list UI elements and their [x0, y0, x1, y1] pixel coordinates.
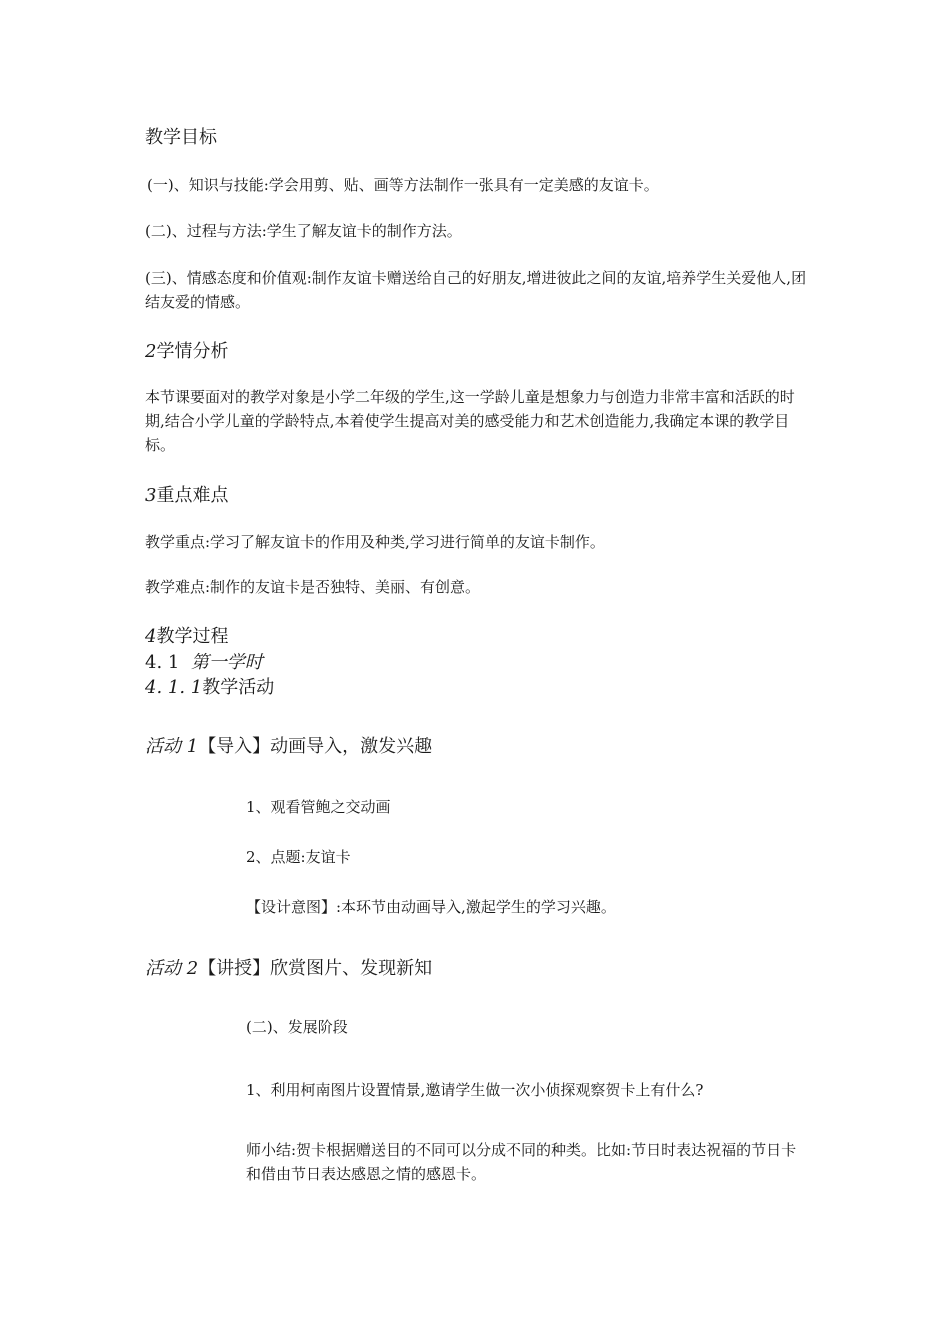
activity-2-heading [145, 960, 432, 978]
activity-1-item-1: 1、观看管鲍之交动画 [246, 798, 391, 816]
process-title: 教学过程 [156, 626, 229, 647]
analysis-paragraph: 本节课要面对的教学对象是小学二年级的学生,这一学龄儿童是想象力与创造力非常丰富和活跃的时期,结合小学儿童的学龄特点,本着使学生提高对美的感受能力和艺术创造能力,我确定本课的教学目标。 [145, 388, 795, 454]
activity-2-label: 活动 2 [145, 958, 199, 979]
activity-2-item-1: 1、利用柯南图片设置情景,邀请学生做一次小侦探观察贺卡上有什么? [246, 1081, 704, 1099]
subsection-number: 4. 1. 1 [145, 677, 203, 698]
activity-1-heading [145, 738, 432, 756]
analysis-heading [145, 343, 228, 361]
keypoints-number: 3 [145, 485, 157, 506]
activity-2-stage: (二)、发展阶段 [246, 1018, 348, 1036]
analysis-title: 学情分析 [156, 341, 229, 362]
objective-item-2: (二)、过程与方法:学生了解友谊卡的制作方法。 [145, 222, 462, 240]
objective-item-1: (一)、知识与技能:学会用剪、贴、画等方法制作一张具有一定美感的友谊卡。 [147, 176, 659, 194]
section-number: 4. 1 [145, 652, 180, 673]
activity-2-title: 【讲授】欣赏图片、发现新知 [198, 958, 433, 979]
teaching-focus: 教学重点:学习了解友谊卡的作用及种类,学习进行简单的友谊卡制作。 [145, 533, 605, 551]
activity-1-title: 【导入】动画导入，激发兴趣 [198, 736, 433, 757]
section-title: 第一学时 [190, 652, 263, 673]
subsection-title: 教学活动 [202, 677, 275, 698]
subsection-heading [145, 679, 274, 697]
objectives-title: 教学目标 [145, 127, 217, 148]
section-heading [145, 654, 263, 672]
activity-1-label: 活动 1 [145, 736, 199, 757]
activity-1-design-intent: 【设计意图】:本环节由动画导入,激起学生的学习兴趣。 [246, 898, 616, 916]
analysis-number: 2 [145, 341, 157, 362]
teaching-difficulty: 教学难点:制作的友谊卡是否独特、美丽、有创意。 [145, 578, 481, 596]
activity-1-item-2: 2、点题:友谊卡 [246, 848, 351, 866]
process-number: 4 [145, 626, 157, 647]
activity-2-summary: 师小结:贺卡根据赠送目的不同可以分成不同的种类。比如:节日时表达祝福的节日卡和借由节日表达感恩之情的感恩卡。 [246, 1141, 797, 1183]
keypoints-title: 重点难点 [156, 485, 229, 506]
process-heading [145, 628, 228, 646]
keypoints-heading [145, 487, 228, 505]
objective-item-3: (三)、情感态度和价值观:制作友谊卡赠送给自己的好朋友,增进彼此之间的友谊,培养学生关爱他人,团结友爱的情感。 [145, 269, 807, 311]
